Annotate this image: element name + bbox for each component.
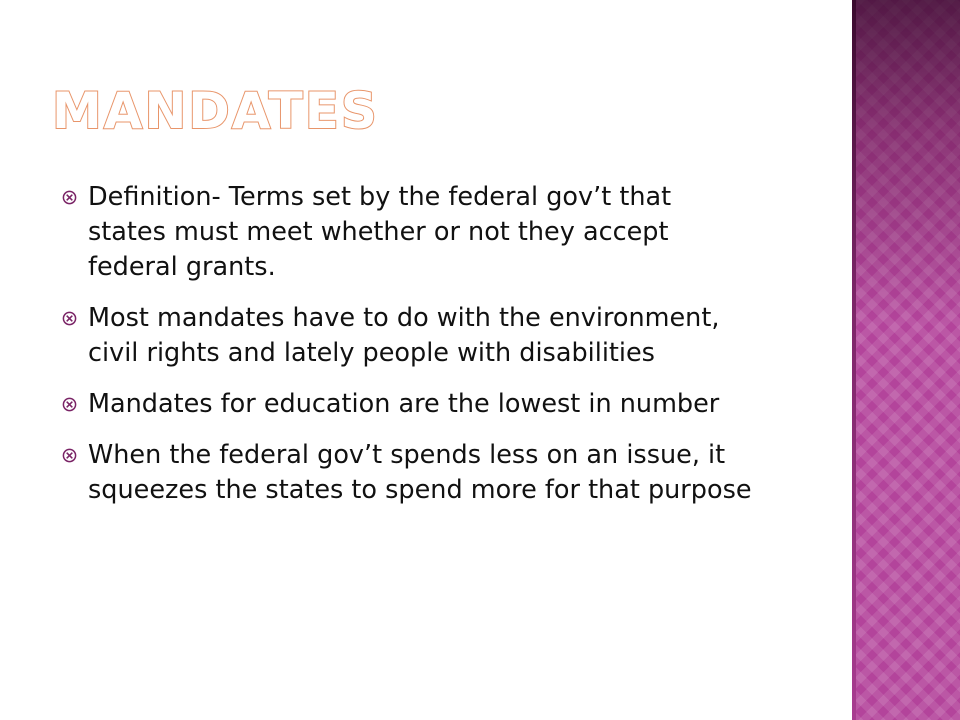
decorative-side-panel bbox=[852, 0, 960, 720]
circled-cross-bullet-icon bbox=[62, 448, 77, 463]
bullet-item-education bbox=[62, 387, 752, 422]
circled-cross-bullet-icon bbox=[62, 311, 77, 326]
bullet-item-most-mandates bbox=[62, 301, 752, 371]
circled-cross-bullet-icon bbox=[62, 397, 77, 412]
bullet-text: Mandates for education are the lowest in number bbox=[88, 389, 720, 419]
bullet-list bbox=[62, 180, 752, 524]
bullet-text: When the federal gov’t spends less on an issue, it squeezes the states to spend more for that purpose bbox=[88, 440, 752, 505]
side-panel-edge bbox=[852, 0, 856, 720]
bullet-text: Most mandates have to do with the environment, civil rights and lately people with disabilities bbox=[88, 303, 720, 368]
bullet-text: Definition- Terms set by the federal gov’t that states must meet whether or not they accept federal grants. bbox=[88, 182, 672, 282]
slide-title: MANDATES bbox=[52, 82, 379, 140]
bullet-item-federal-spending bbox=[62, 438, 752, 508]
circled-cross-bullet-icon bbox=[62, 190, 77, 205]
bullet-item-definition bbox=[62, 180, 752, 285]
